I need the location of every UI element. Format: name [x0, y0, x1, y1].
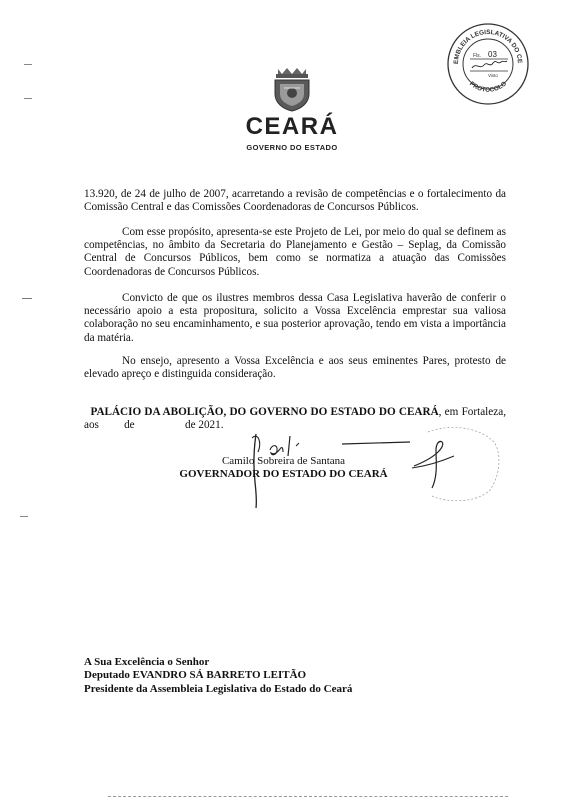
- governor-title: GOVERNADOR DO ESTADO DO CEARÁ: [179, 468, 388, 480]
- scan-mark: [22, 298, 32, 299]
- scan-mark: [24, 64, 32, 65]
- addressee-salutation: A Sua Excelência o Senhor: [84, 656, 210, 668]
- paragraph-closing: No ensejo, apresento a Vossa Excelência e aos seus eminentes Pares, protesto de elevado apreço e distinguida consideração.: [84, 355, 506, 381]
- state-name: CEARÁ: [245, 113, 339, 140]
- paragraph-purpose: Com esse propósito, apresenta-se este Projeto de Lei, por meio do qual se definem as competências, no âmbito da Secretaria do Planejamento e Gestão – Seplag, da Comissão Central de Concursos Públicos, bem como se normatiza a atuação das Comissões Coordenadoras de Concursos Públicos.: [84, 226, 506, 278]
- stamp-sheet-number: 03: [488, 50, 497, 59]
- palace-name: PALÁCIO DA ABOLIÇÃO, DO GOVERNO DO ESTADO DO CEARÁ: [90, 406, 439, 419]
- coat-of-arms-logo: [270, 66, 314, 112]
- stamp-sheet-prefix: Fls.: [473, 53, 482, 59]
- scan-mark: [24, 98, 32, 99]
- stamp-ring-bottom: PROTOCOLO: [467, 80, 509, 94]
- paragraph-continuation: 13.920, de 24 de julho de 2007, acarretando a revisão de competências e o fortalecimento da Comissão Central e das Comissões Coordenadoras de Concursos Públicos.: [84, 188, 506, 214]
- stamp-visto-label: Visto: [488, 73, 498, 78]
- government-label: GOVERNO DO ESTADO: [246, 143, 338, 152]
- addressee-position: Presidente da Assembleia Legislativa do Estado do Ceará: [84, 683, 353, 695]
- addressee-name: Deputado EVANDRO SÁ BARRETO LEITÃO: [84, 669, 307, 681]
- governor-name: Camilo Sobreira de Santana: [221, 455, 346, 467]
- footer-rule: [108, 796, 508, 797]
- paragraph-request: Convicto de que os ilustres membros dessa Casa Legislativa haverão de conferir o necessário apoio a esta propositura, solicito a Vossa Excelência emprestar sua valiosa colaboração no seu encaminhamento, e sua posterior aprovação, tendo em vista a importância da matéria.: [84, 292, 506, 344]
- place-date: , em Fortaleza, aos de de 2021.: [84, 406, 509, 432]
- svg-text:PROTOCOLO: [468, 80, 508, 93]
- stamp-ring-top: EMBLEIA LEGISLATIVA DO CE: [452, 28, 524, 65]
- stamp-initials-signature: [472, 61, 507, 68]
- svg-text:ASSEMBLEIA LEGISLATIVA DO CEAR: [446, 22, 523, 64]
- scan-mark: [20, 516, 28, 517]
- protocol-stamp: [446, 22, 530, 106]
